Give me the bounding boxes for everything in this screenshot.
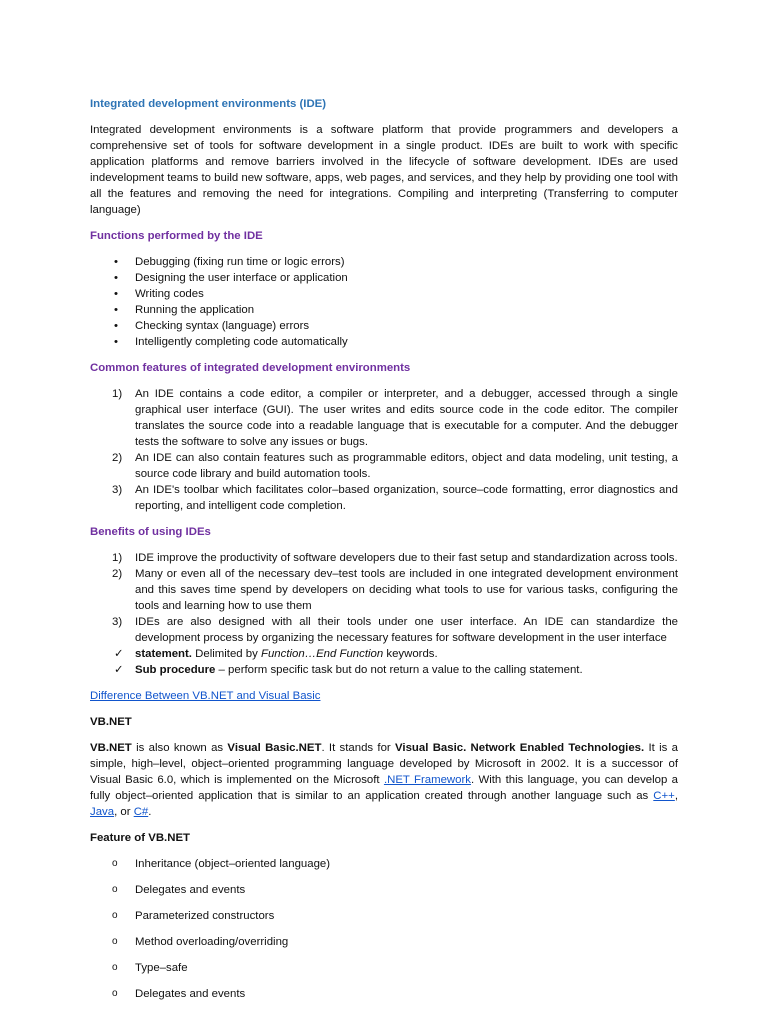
java-link[interactable]: Java [90,806,115,818]
intro-paragraph: Integrated development environments is a software platform that provide programmers and developers a comprehensive set of tools for software development in a single product. IDEs are built to work with specific application platforms and remove barriers involved in the lifecycle of software development. IDEs are used indevelopment teams to build new software, apps, web pages, and services, and they help by providing one tool with all the features and removing the need for integrations. Compiling and interpreting (Transferring to computer language) [90,124,678,216]
heading-ide: Integrated development environments (IDE) [90,98,327,110]
list-item: 2) An IDE can also contain features such as programmable editors, object and data modeling, unit testing, a source code library and build automation tools. [112,452,678,480]
bullet-icon: • [114,288,118,300]
checkmark-icon: ✓ [114,664,124,676]
bullet-icon: • [114,336,118,348]
heading-vbnet: VB.NET [90,716,132,728]
common-features-list [90,386,678,514]
heading-functions: Functions performed by the IDE [90,230,263,242]
functions-list [90,254,678,350]
list-item: • Intelligently completing code automatically [114,336,348,348]
list-item: 3) An IDE's toolbar which facilitates color–based organization, source–code formatting, error diagnostics and reporting, and intelligent code completion. [112,484,678,512]
document-body [90,96,678,1012]
bullet-icon: • [114,320,118,332]
circle-bullet-icon: o [112,858,118,869]
difference-link-row [90,688,678,704]
item-number: 1) [112,388,123,400]
circle-bullet-icon: o [112,962,118,973]
list-item: o Type–safe [112,962,188,974]
circle-bullet-icon: o [112,884,118,895]
item-number: 2) [112,452,123,464]
cpp-link[interactable]: C++ [653,790,675,802]
vb-features-list [90,856,678,1002]
check-item-sub-procedure: ✓ Sub procedure – perform specific task but do not return a value to the calling statement. [114,664,583,676]
circle-bullet-icon: o [112,936,118,947]
benefits-list [90,550,678,646]
item-number: 3) [112,616,123,628]
list-item: • Checking syntax (language) errors [114,320,310,332]
list-item: o Delegates and events [112,988,246,1000]
heading-vb-features: Feature of VB.NET [90,832,190,844]
item-number: 1) [112,552,123,564]
item-number: 3) [112,484,123,496]
list-item: o Inheritance (object–oriented language) [112,858,331,870]
heading-benefits: Benefits of using IDEs [90,526,211,538]
list-item: 3) IDEs are also designed with all their tools under one user interface. An IDE can standardize the development process by organizing the necessary features for software development in the user interface [112,616,678,644]
vbnet-paragraph: VB.NET is also known as Visual Basic.NET. It stands for Visual Basic. Network Enabled Technologies. It is a simple, high–level, object–oriented programming language developed by Microsoft in 2002. It is a successor of Visual Basic 6.0, which is implemented on the Microsoft .NET Framework. With this language, you can develop a fully object–oriented application that is similar to an application created through another language such as C++, Java, or C#. [90,742,678,818]
list-item: o Parameterized constructors [112,910,275,922]
list-item: • Designing the user interface or application [114,272,348,284]
list-item: 2) Many or even all of the necessary dev–test tools are included in one integrated development environment and this saves time spend by developers on deciding what tools to use for various tasks, configuring the tools and learning how to use them [112,568,678,612]
list-item: o Delegates and events [112,884,246,896]
bullet-icon: • [114,256,118,268]
csharp-link[interactable]: C# [133,806,149,818]
difference-link[interactable]: Difference Between VB.NET and Visual Basic [90,690,321,702]
check-item-statement: ✓ statement. Delimited by Function…End Function keywords. [114,648,438,660]
list-item: 1) An IDE contains a code editor, a compiler or interpreter, and a debugger, accessed through a single graphical user interface (GUI). The user writes and edits source code in the code editor. The compiler translates the source code into a readable language that is executable for a computer. And the debugger tests the software to solve any issues or bugs. [112,388,678,448]
bullet-icon: • [114,272,118,284]
heading-common-features: Common features of integrated development environments [90,362,411,374]
checkmark-icon: ✓ [114,648,124,660]
list-item: o Method overloading/overriding [112,936,289,948]
circle-bullet-icon: o [112,910,118,921]
net-framework-link[interactable]: .NET Framework [383,774,471,786]
list-item: • Writing codes [114,288,204,300]
circle-bullet-icon: o [112,988,118,999]
list-item: 1) IDE improve the productivity of software developers due to their fast setup and standardization across tools. [112,552,678,564]
list-item: • Running the application [114,304,255,316]
bullet-icon: • [114,304,118,316]
list-item: • Debugging (fixing run time or logic errors) [114,256,345,268]
item-number: 2) [112,568,123,580]
